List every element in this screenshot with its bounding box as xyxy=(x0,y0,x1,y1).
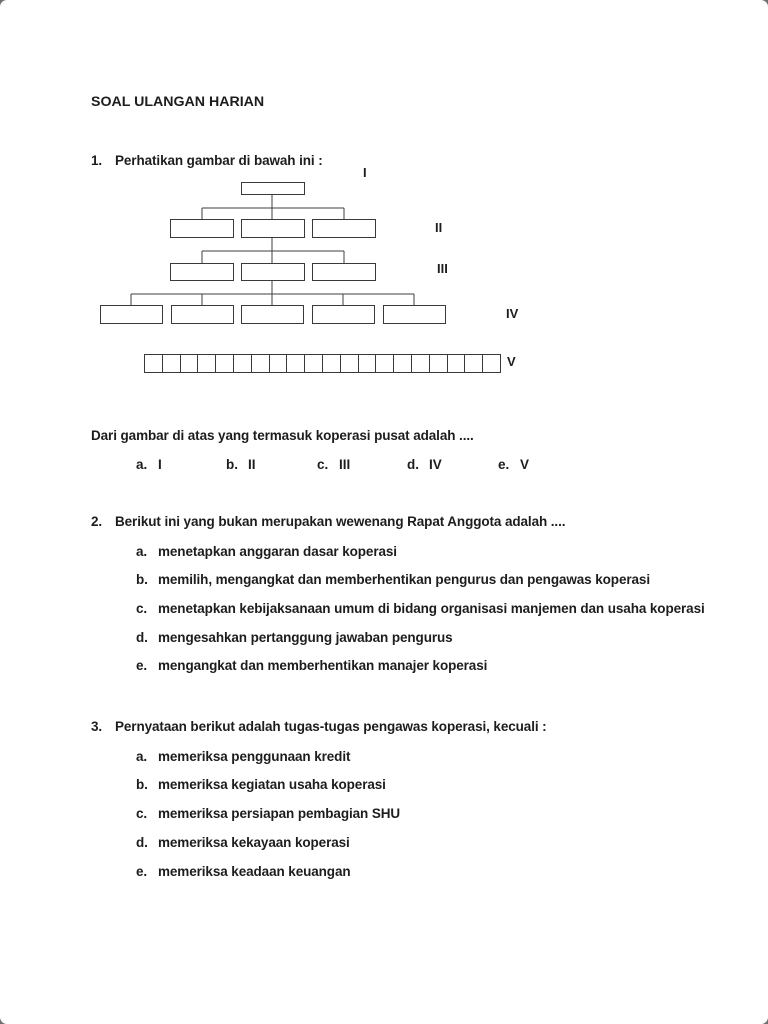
strip-cell xyxy=(270,355,288,372)
option-text: III xyxy=(339,457,351,472)
question-2-header xyxy=(91,514,565,529)
org-strip-level-V xyxy=(144,354,501,373)
strip-cell xyxy=(430,355,448,372)
org-box-level-III xyxy=(170,263,234,281)
strip-cell xyxy=(483,355,500,372)
question-2-option-c xyxy=(136,601,705,616)
option-text: I xyxy=(158,457,162,472)
option-letter: d. xyxy=(136,630,148,645)
strip-cell xyxy=(198,355,216,372)
strip-cell xyxy=(448,355,466,372)
question-1-option-a xyxy=(136,457,162,472)
question-2-number: 2. xyxy=(91,514,103,529)
question-3-option-c xyxy=(136,806,400,821)
option-letter: a. xyxy=(136,544,148,559)
question-2-option-e xyxy=(136,658,487,673)
strip-cell xyxy=(323,355,341,372)
option-letter: b. xyxy=(136,777,148,792)
option-text: V xyxy=(520,457,530,472)
question-1-text: Perhatikan gambar di bawah ini : xyxy=(115,153,323,168)
option-text: memilih, mengangkat dan memberhentikan pengurus dan pengawas koperasi xyxy=(158,572,650,587)
org-box-level-II xyxy=(170,219,234,238)
level-label-I: I xyxy=(363,165,367,180)
question-3-option-a xyxy=(136,749,350,764)
option-letter: b. xyxy=(226,457,238,472)
level-label-III: III xyxy=(437,261,448,276)
option-letter: e. xyxy=(136,658,148,673)
question-1-option-c xyxy=(317,457,350,472)
strip-cell xyxy=(287,355,305,372)
question-3-option-e xyxy=(136,864,351,879)
org-box-level-I xyxy=(241,182,305,195)
org-box-level-III xyxy=(312,263,376,281)
strip-cell xyxy=(216,355,234,372)
org-box-level-IV xyxy=(171,305,234,324)
question-1-option-e xyxy=(498,457,529,472)
question-1-option-b xyxy=(226,457,256,472)
option-text: menetapkan kebijaksanaan umum di bidang organisasi manjemen dan usaha koperasi xyxy=(158,601,705,616)
strip-cell xyxy=(252,355,270,372)
question-3-option-b xyxy=(136,777,386,792)
org-box-level-II xyxy=(241,219,305,238)
question-2-option-b xyxy=(136,572,650,587)
question-1-option-d xyxy=(407,457,442,472)
option-letter: b. xyxy=(136,572,148,587)
option-letter: a. xyxy=(136,749,148,764)
option-letter: a. xyxy=(136,457,148,472)
level-label-IV: IV xyxy=(506,306,519,321)
option-letter: c. xyxy=(136,806,148,821)
option-text: memeriksa keadaan keuangan xyxy=(158,864,351,879)
option-text: memeriksa kekayaan koperasi xyxy=(158,835,350,850)
strip-cell xyxy=(234,355,252,372)
option-text: memeriksa persiapan pembagian SHU xyxy=(158,806,401,821)
strip-cell xyxy=(465,355,483,372)
question-1-prompt: Dari gambar di atas yang termasuk koperasi pusat adalah .... xyxy=(91,428,474,443)
strip-cell xyxy=(394,355,412,372)
option-letter: c. xyxy=(136,601,148,616)
question-3-header xyxy=(91,719,547,734)
question-2-text: Berikut ini yang bukan merupakan wewenang Rapat Anggota adalah .... xyxy=(115,514,566,529)
strip-cell xyxy=(163,355,181,372)
option-text: menetapkan anggaran dasar koperasi xyxy=(158,544,397,559)
option-letter: c. xyxy=(317,457,329,472)
option-text: IV xyxy=(429,457,442,472)
page-title: SOAL ULANGAN HARIAN xyxy=(91,94,265,110)
org-box-level-III xyxy=(241,263,305,281)
option-text: mengesahkan pertanggung jawaban pengurus xyxy=(158,630,453,645)
strip-cell xyxy=(181,355,199,372)
strip-cell xyxy=(412,355,430,372)
org-box-level-IV xyxy=(100,305,163,324)
strip-cell xyxy=(341,355,359,372)
level-label-II: II xyxy=(435,220,443,235)
question-2-option-a xyxy=(136,544,397,559)
question-3-option-d xyxy=(136,835,350,850)
option-letter: e. xyxy=(498,457,510,472)
question-3-text: Pernyataan berikut adalah tugas-tugas pengawas koperasi, kecuali : xyxy=(115,719,547,734)
strip-cell xyxy=(376,355,394,372)
org-box-level-IV xyxy=(383,305,446,324)
option-letter: e. xyxy=(136,864,148,879)
option-letter: d. xyxy=(407,457,419,472)
level-label-V: V xyxy=(507,354,516,369)
question-2-option-d xyxy=(136,630,453,645)
option-letter: d. xyxy=(136,835,148,850)
strip-cell xyxy=(145,355,163,372)
option-text: II xyxy=(248,457,256,472)
org-box-level-II xyxy=(312,219,376,238)
strip-cell xyxy=(359,355,377,372)
org-box-level-IV xyxy=(241,305,304,324)
question-3-number: 3. xyxy=(91,719,103,734)
org-box-level-IV xyxy=(312,305,375,324)
option-text: memeriksa penggunaan kredit xyxy=(158,749,351,764)
option-text: mengangkat dan memberhentikan manajer koperasi xyxy=(158,658,488,673)
option-text: memeriksa kegiatan usaha koperasi xyxy=(158,777,386,792)
question-1-number: 1. xyxy=(91,153,103,168)
strip-cell xyxy=(305,355,323,372)
